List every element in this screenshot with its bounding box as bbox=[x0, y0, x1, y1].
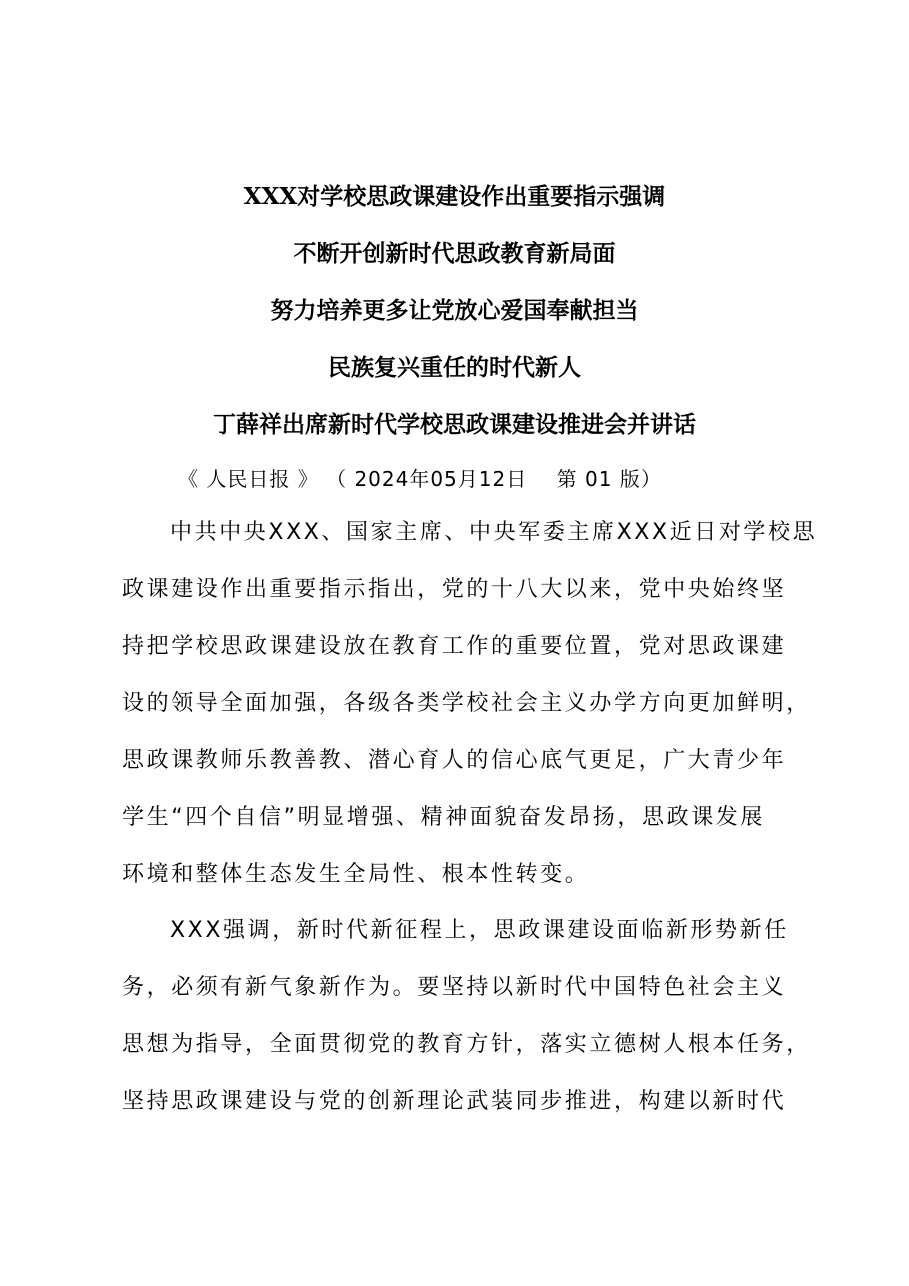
paragraph-line: 环境和整体生态发生全局性、根本性转变。 bbox=[122, 862, 590, 887]
source-line bbox=[178, 464, 662, 494]
paragraph-line: 持把学校思政课建设放在教育工作的重要位置，党对思政课建 bbox=[122, 634, 787, 659]
paragraph-line: 中共中央XXX、国家主席、中央军委主席XXX近日对学校思 bbox=[170, 520, 818, 545]
source-newspaper: 《 人民日报 》 bbox=[178, 467, 319, 491]
paragraph-line: 学生“四个自信”明显增强、精神面貌奋发昂扬，思政课发展 bbox=[122, 805, 765, 830]
headline-line-3: 努力培养更多让党放心爱国奉献担当 bbox=[270, 297, 639, 324]
paragraph-line: 坚持思政课建设与党的创新理论武装同步推进，构建以新时代 bbox=[122, 1089, 787, 1114]
source-date: 2024年05月12日 bbox=[354, 467, 528, 491]
paragraph-line: 设的领导全面加强，各级各类学校社会主义办学方向更加鲜明， bbox=[122, 691, 811, 716]
paragraph-line: 思政课教师乐教善教、潜心育人的信心底气更足，广大青少年 bbox=[122, 748, 787, 773]
paragraph-line: 思想为指导，全面贯彻党的教育方针，落实立德树人根本任务， bbox=[122, 1032, 811, 1057]
paragraph-line: 政课建设作出重要指示指出，党的十八大以来，党中央始终坚 bbox=[122, 577, 787, 602]
headline-line-5: 丁薛祥出席新时代学校思政课建设推进会并讲话 bbox=[213, 411, 696, 438]
headline-line-2: 不断开创新时代思政教育新局面 bbox=[293, 240, 616, 267]
headline-line-1: XXX对学校思政课建设作出重要指示强调 bbox=[243, 183, 666, 210]
paragraph-line: 务，必须有新气象新作为。要坚持以新时代中国特色社会主义 bbox=[122, 975, 787, 1000]
paragraph-line: XXX强调，新时代新征程上，思政课建设面临新形势新任 bbox=[170, 918, 789, 943]
headline-line-4: 民族复兴重任的时代新人 bbox=[328, 354, 581, 381]
source-edition: 第 01 版） bbox=[556, 467, 662, 491]
source-open-paren: （ bbox=[326, 467, 348, 491]
